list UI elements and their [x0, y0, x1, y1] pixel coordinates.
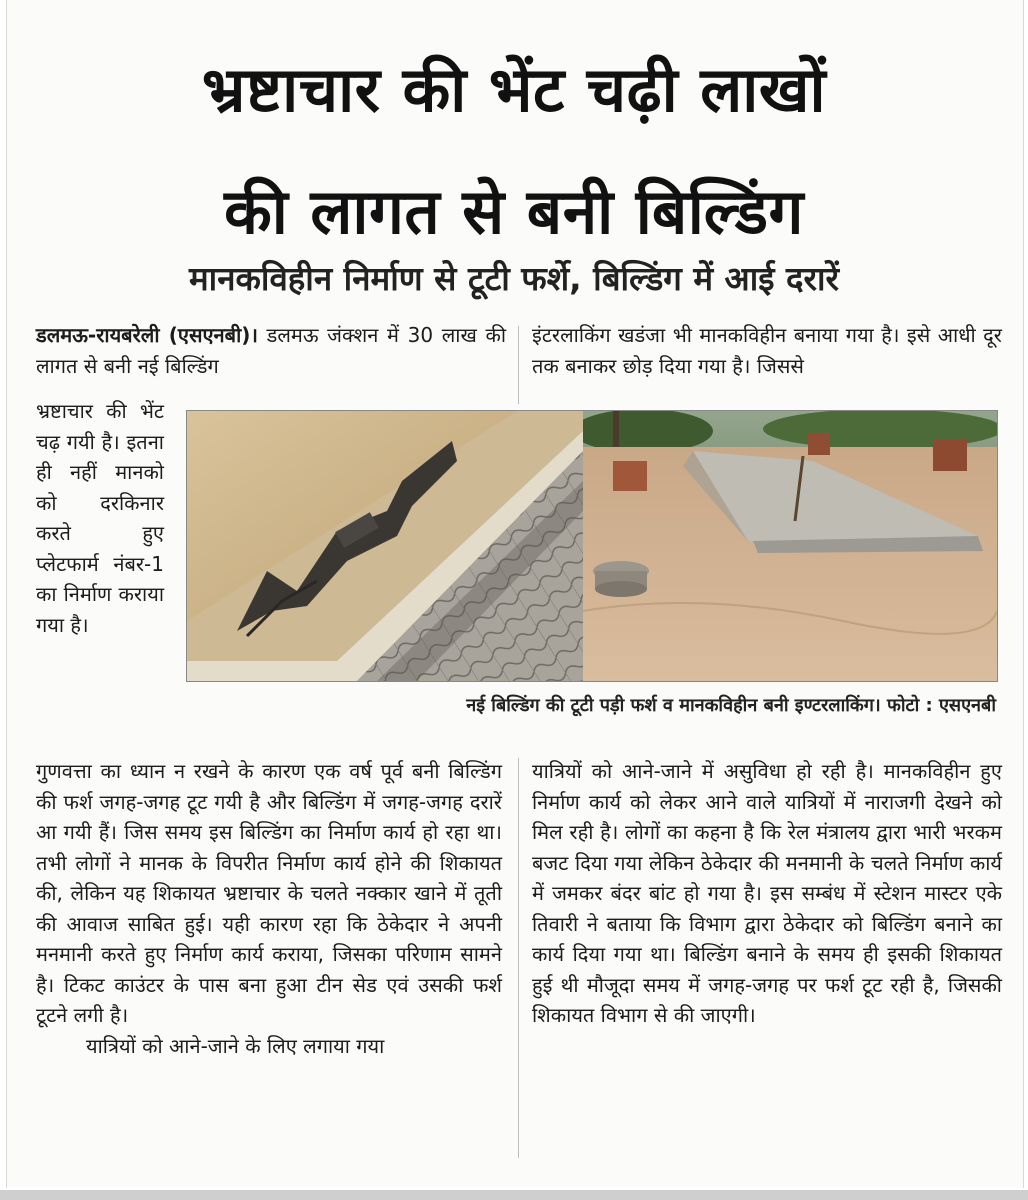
article-column-b-top: [532, 320, 1002, 381]
column-c-text: गुणवत्ता का ध्यान न रखने के कारण एक वर्ष पूर्व बनी बिल्डिंग की फर्श जगह-जगह टूट गयी है और बिल्डिंग में जगह-जगह दरारें आ गयी हैं। जिस समय इस बिल्डिंग का निर्माण कार्य हो रहा था। तभी लोगों ने मानक के विपरीत निर्माण कार्य होने की शिकायत की, लेकिन यह शिकायत भ्रष्टाचार के चलते नक्कार खाने में तूती की आवाज साबित हुई। यही कारण रहा कि ठेकेदार ने अपनी मनमानी करते हुए निर्माण कार्य कराया, जिसका परिणाम सामने है। टिकट काउंटर के पास बना हुआ टीन सेड एवं उसकी फर्श टूटने लगी है।: [36, 759, 502, 1027]
article-narrow-column: [36, 396, 164, 640]
article-column-c: [36, 756, 502, 1061]
intro-text: डलमऊ जंक्शन में 30 लाख की लागत से बनी नई बिल्डिंग: [36, 323, 506, 378]
news-photo: [186, 410, 998, 682]
photo-interlocking-path: [583, 411, 997, 681]
headline-line-1: भ्रष्टाचार की भेंट चढ़ी लाखों: [201, 53, 827, 126]
article-column-d: [532, 756, 1002, 1031]
subheadline: मानकविहीन निर्माण से टूटी फर्शे, बिल्डिंग में आई दरारें: [188, 259, 840, 298]
column-divider-lower: [518, 758, 519, 1158]
column-b-text: इंटरलाकिंग खडंजा भी मानकविहीन बनाया गया है। इसे आधी दूर तक बनाकर छोड़ दिया गया है। जिससे: [532, 323, 1002, 378]
article-intro: [36, 320, 506, 381]
narrow-text: भ्रष्टाचार की भेंट चढ़ गयी है। इतना ही नहीं मानको को दरकिनार करते हुए प्लेटफार्म नंबर-1 का निर्माण कराया गया है।: [36, 399, 164, 637]
photo-broken-floor: [187, 411, 583, 681]
column-d-text: यात्रियों को आने-जाने में असुविधा हो रही है। मानकविहीन हुए निर्माण कार्य को लेकर आने वाले यात्रियों में नाराजगी देखने को मिल रही है। लोगों का कहना है कि रेल मंत्रालय द्वारा भारी भरकम बजट दिया गया लेकिन ठेकेदार की मनमानी के चलते निर्माण कार्य में जमकर बंदर बांट हो गया है। इस सम्बंध में स्टेशन मास्टर एके तिवारी ने बताया कि विभाग द्वारा ठेकेदार को बिल्डिंग बनाने का कार्य दिया गया था। बिल्डिंग बनाने के समय ही इसकी शिकायत हुई थी मौजूदा समय में जगह-जगह पर फर्श टूट रही है, जिसकी शिकायत विभाग से की जाएगी।: [532, 759, 1002, 1027]
dateline: डलमऊ-रायबरेली (एसएनबी)।: [36, 323, 258, 347]
headline-line-2: की लागत से बनी बिल्डिंग: [224, 175, 804, 248]
column-divider: [518, 326, 519, 404]
bottom-border: [0, 1190, 1028, 1200]
photo-caption: नई बिल्डिंग की टूटी पड़ी फर्श व मानकविहीन बनी इण्टरलाकिंग। फोटो : एसएनबी: [466, 695, 996, 716]
column-c-last-line: यात्रियों को आने-जाने के लिए लगाया गया: [86, 1033, 385, 1058]
